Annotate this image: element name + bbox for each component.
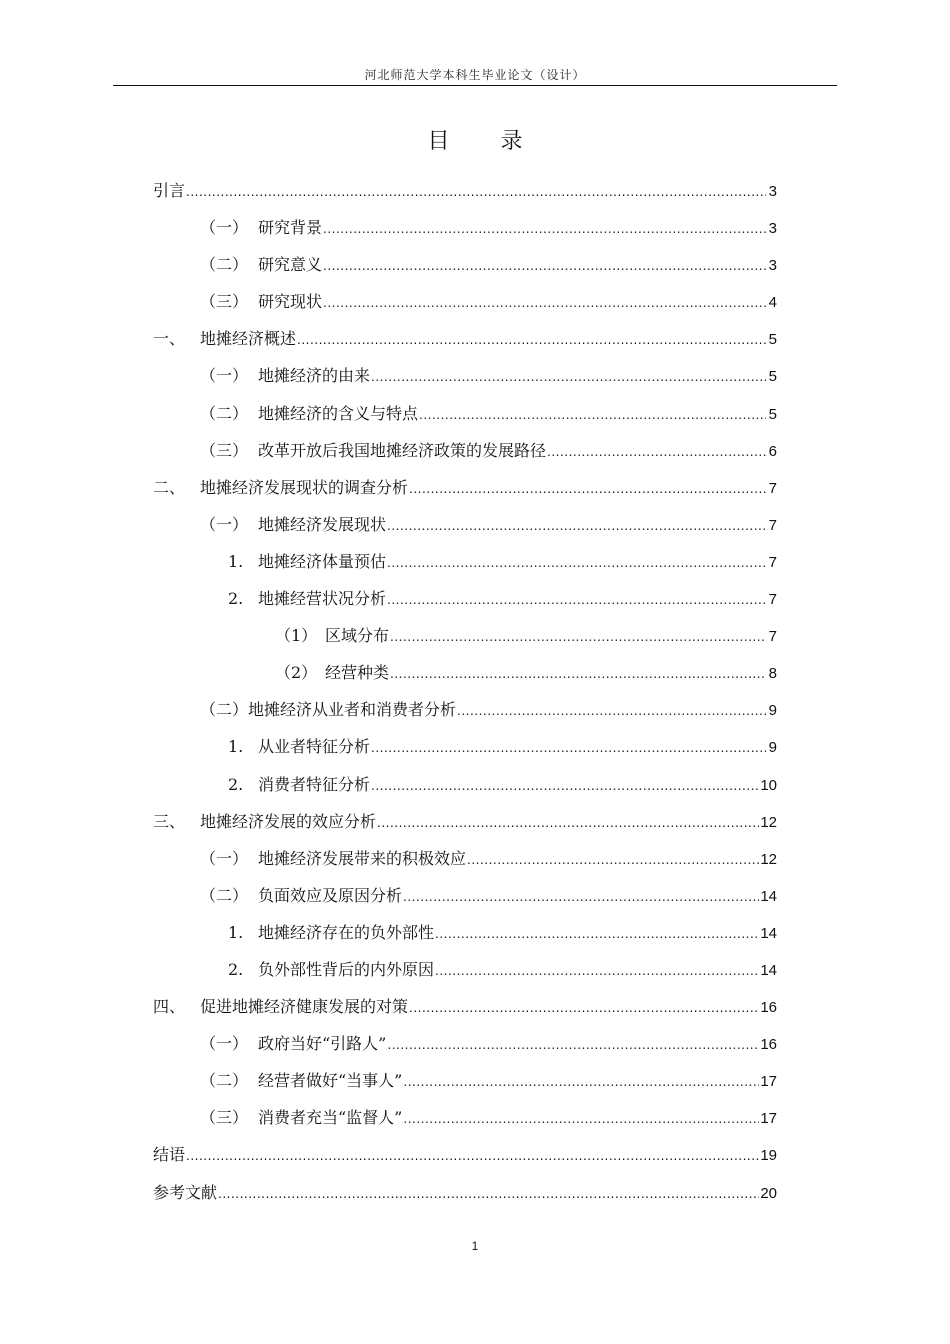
toc-entry-text: 地摊经济的含义与特点 [258, 403, 419, 423]
toc-entry-text: 促进地摊经济健康发展的对策 [200, 997, 409, 1017]
toc-entry-page: 12 [760, 813, 777, 831]
toc-entry[interactable] [153, 543, 777, 580]
toc-entry-page: 8 [768, 665, 777, 683]
toc-entry-page: 3 [768, 257, 777, 275]
toc-entry-text: 地摊经济体量预估 [258, 551, 387, 571]
toc-entry-page: 7 [768, 516, 777, 534]
toc-entry-text: 地摊经济从业者和消费者分析 [248, 700, 457, 720]
toc-entry-page: 16 [760, 999, 777, 1017]
toc-entry-text: 政府当好“引路人” [258, 1034, 387, 1054]
toc-entry-text: 结语 [153, 1145, 186, 1165]
toc-leader-dots [186, 1138, 759, 1175]
toc-leader-dots [377, 805, 759, 842]
toc-leader-dots [371, 730, 766, 767]
toc-entry-page: 9 [768, 702, 777, 720]
toc-entry-page: 5 [768, 331, 777, 349]
toc-entry-text: 研究现状 [258, 292, 323, 312]
toc-entry-number: （1） [275, 626, 318, 646]
page-header: 河北师范大学本科生毕业论文（设计） [364, 68, 586, 82]
toc-entry-text: 从业者特征分析 [258, 737, 371, 757]
toc-leader-dots [390, 656, 766, 693]
toc-entry-number: （一） [200, 218, 249, 238]
toc-entry-page: 14 [760, 924, 777, 942]
toc-entry[interactable] [153, 617, 777, 654]
toc-leader-dots [419, 397, 766, 434]
toc-entry-page: 20 [760, 1184, 777, 1202]
toc-entry-number: （2） [275, 663, 318, 683]
toc-entry-number: （二） [200, 885, 249, 905]
toc-entry-number: （二） [200, 700, 249, 720]
toc-entry-page: 14 [760, 961, 777, 979]
toc-entry-number: （二） [200, 255, 249, 275]
toc-entry-text: 地摊经济存在的负外部性 [258, 922, 435, 942]
toc-entry-text: 改革开放后我国地摊经济政策的发展路径 [258, 440, 547, 460]
toc-entry-number: 二、 [153, 477, 186, 497]
toc-entry-text: 地摊经济发展带来的积极效应 [258, 848, 467, 868]
toc-entry[interactable] [153, 246, 777, 283]
toc-entry-page: 6 [768, 442, 777, 460]
toc-leader-dots [371, 359, 766, 396]
toc-entry-text: 参考文献 [153, 1182, 218, 1202]
toc-leader-dots [435, 953, 759, 990]
toc-entry[interactable] [153, 877, 777, 914]
toc-entry-page: 7 [768, 628, 777, 646]
toc-entry-number: （二） [200, 1071, 249, 1091]
page-number: 1 [471, 1239, 479, 1253]
header-rule [113, 85, 837, 86]
toc-leader-dots [323, 211, 766, 248]
toc-leader-dots [467, 842, 759, 879]
toc-entry-number: 1. [228, 922, 244, 942]
toc-leader-dots [323, 248, 766, 285]
toc-entry[interactable] [153, 766, 777, 803]
toc-entry-page: 3 [768, 183, 777, 200]
toc-entry[interactable] [153, 840, 777, 877]
toc-entry-number: （三） [200, 440, 249, 460]
toc-entry-page: 7 [768, 479, 777, 497]
toc-entry[interactable] [153, 1136, 777, 1173]
toc-entry-text: 负面效应及原因分析 [258, 885, 403, 905]
toc-entry-number: 2. [228, 589, 244, 609]
toc-entry-number: 1. [228, 551, 244, 571]
toc-entry[interactable] [153, 951, 777, 988]
toc-leader-dots [387, 582, 766, 619]
toc-title: 目 录 [427, 129, 545, 154]
toc-entry[interactable] [153, 209, 777, 246]
toc-entry-page: 17 [760, 1073, 777, 1091]
toc-entry-text: 消费者特征分析 [258, 774, 371, 794]
toc-entry[interactable] [153, 469, 777, 506]
toc-leader-dots [435, 916, 759, 953]
toc-leader-dots [457, 693, 766, 730]
toc-entry-page: 5 [768, 368, 777, 386]
toc-leader-dots [218, 1176, 759, 1213]
toc-leader-dots [323, 285, 766, 322]
toc-leader-dots [403, 1101, 759, 1138]
toc-entry[interactable] [153, 1025, 777, 1062]
toc-entry-number: 2. [228, 959, 244, 979]
toc-entry-page: 17 [760, 1110, 777, 1128]
toc-entry-text: 经营者做好“当事人” [258, 1071, 403, 1091]
toc-entry-number: （一） [200, 366, 249, 386]
toc-entry[interactable] [153, 506, 777, 543]
toc-leader-dots [371, 768, 759, 805]
toc-entry-page: 5 [768, 405, 777, 423]
toc-entry[interactable] [153, 357, 777, 394]
toc-entry-number: 一、 [153, 329, 186, 349]
toc-entry-text: 地摊经济概述 [200, 329, 297, 349]
toc-leader-dots [409, 471, 766, 508]
table-of-contents [153, 172, 777, 1211]
toc-entry-number: （三） [200, 292, 249, 312]
toc-entry-text: 引言 [153, 181, 186, 200]
toc-entry-number: （一） [200, 514, 249, 534]
toc-entry-number: 四、 [153, 997, 186, 1017]
toc-entry-page: 19 [760, 1147, 777, 1165]
toc-entry-page: 10 [760, 776, 777, 794]
toc-entry-number: （三） [200, 1108, 249, 1128]
toc-leader-dots [403, 1064, 759, 1101]
toc-entry-page: 7 [768, 553, 777, 571]
toc-entry-text: 负外部性背后的内外原因 [258, 959, 435, 979]
toc-entry-text: 地摊经济发展现状的调查分析 [200, 477, 409, 497]
toc-leader-dots [387, 545, 766, 582]
toc-entry-number: 2. [228, 774, 244, 794]
toc-leader-dots [547, 434, 766, 471]
toc-entry[interactable] [153, 1062, 777, 1099]
toc-entry-number: 1. [228, 737, 244, 757]
toc-entry[interactable] [153, 654, 777, 691]
toc-entry-number: （一） [200, 848, 249, 868]
toc-leader-dots [409, 990, 759, 1027]
toc-entry-page: 7 [768, 591, 777, 609]
toc-entry[interactable] [153, 320, 777, 357]
toc-entry-text: 地摊经济的由来 [258, 366, 371, 386]
toc-entry[interactable] [153, 803, 777, 840]
toc-leader-dots [403, 879, 759, 916]
toc-entry-page: 4 [768, 294, 777, 312]
toc-entry-number: （一） [200, 1034, 249, 1054]
toc-entry-page: 12 [760, 850, 777, 868]
toc-entry-page: 3 [768, 220, 777, 238]
toc-entry[interactable] [153, 914, 777, 951]
toc-leader-dots [390, 619, 766, 656]
toc-entry[interactable] [153, 1099, 777, 1136]
toc-entry-text: 地摊经济发展的效应分析 [200, 811, 377, 831]
toc-entry-text: 区域分布 [325, 626, 390, 646]
toc-entry[interactable] [153, 395, 777, 432]
toc-entry[interactable] [153, 432, 777, 469]
toc-leader-dots [387, 508, 766, 545]
toc-entry[interactable] [153, 728, 777, 765]
toc-entry-text: 研究意义 [258, 255, 323, 275]
toc-leader-dots [186, 174, 766, 211]
toc-entry-text: 地摊经济发展现状 [258, 514, 387, 534]
toc-entry-page: 16 [760, 1036, 777, 1054]
toc-entry-text: 研究背景 [258, 218, 323, 238]
toc-entry-page: 14 [760, 887, 777, 905]
toc-leader-dots [387, 1027, 759, 1064]
toc-entry[interactable] [153, 1174, 777, 1211]
toc-entry[interactable] [153, 988, 777, 1025]
toc-entry-text: 地摊经营状况分析 [258, 589, 387, 609]
toc-entry[interactable] [153, 580, 777, 617]
toc-entry-text: 经营种类 [325, 663, 390, 683]
toc-entry-number: （二） [200, 403, 249, 423]
toc-entry-page: 9 [768, 739, 777, 757]
toc-entry[interactable] [153, 691, 777, 728]
toc-entry[interactable] [153, 283, 777, 320]
toc-leader-dots [297, 322, 766, 359]
toc-entry[interactable] [153, 172, 777, 209]
toc-entry-text: 消费者充当“监督人” [258, 1108, 403, 1128]
toc-entry-number: 三、 [153, 811, 186, 831]
